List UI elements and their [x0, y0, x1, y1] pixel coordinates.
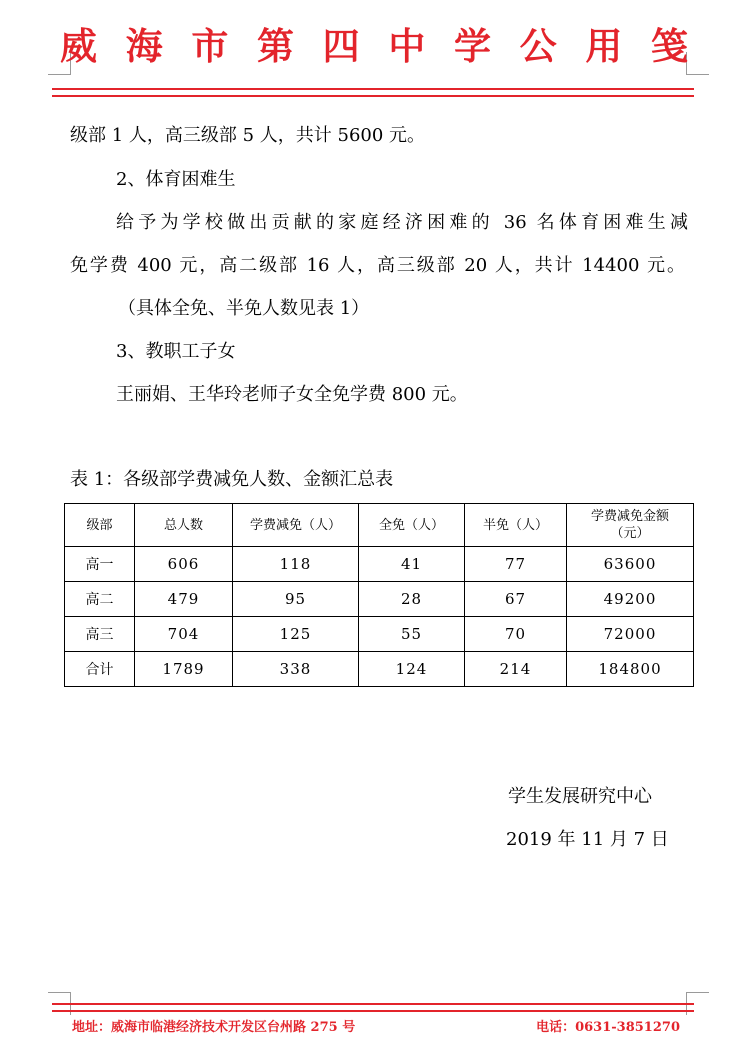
- table-caption: 表 1：各级部学费减免人数、金额汇总表: [70, 469, 394, 490]
- summary-table: [64, 503, 694, 687]
- section-heading-3: 3、教职工子女: [116, 341, 236, 362]
- header-amount: [567, 504, 694, 547]
- cell-total: 606: [135, 547, 233, 582]
- section-3-text: 王丽娟、王华玲老师子女全免学费 800 元。: [116, 384, 468, 405]
- cell-amount: 63600: [567, 547, 694, 582]
- cell-amount: 49200: [567, 582, 694, 617]
- cell-half: 77: [465, 547, 567, 582]
- header-reduced: 学费减免（人）: [233, 504, 359, 547]
- footer-address: 地址：威海市临港经济技术开发区台州路 275 号: [72, 1020, 356, 1035]
- cell-amount: 184800: [567, 652, 694, 687]
- cell-half: 67: [465, 582, 567, 617]
- cell-total: 479: [135, 582, 233, 617]
- footer-phone: 电话：0631-3851270: [536, 1020, 680, 1035]
- header-amount-label: 学费减免金额: [590, 509, 669, 524]
- header-rule-thin: [52, 95, 694, 97]
- cell-grade: 高一: [65, 547, 135, 582]
- table-total-row: [65, 652, 694, 687]
- cell-reduced: 338: [233, 652, 359, 687]
- body-line-1: 级部 1 人，高三级部 5 人，共计 5600 元。: [70, 125, 426, 146]
- footer-rule-thick: [52, 1010, 694, 1012]
- table-header-row: [65, 504, 694, 547]
- cell-full: 28: [359, 582, 465, 617]
- header-total: 总人数: [135, 504, 233, 547]
- letterhead-title: 威海市第四中学公用笺: [60, 24, 690, 68]
- header-rule-thick: [52, 88, 694, 90]
- table-note: （具体全免、半免人数见表 1）: [118, 298, 370, 319]
- cell-grade: 高二: [65, 582, 135, 617]
- cell-grade: 高三: [65, 617, 135, 652]
- cell-full: 124: [359, 652, 465, 687]
- cell-full: 41: [359, 547, 465, 582]
- cell-full: 55: [359, 617, 465, 652]
- signature-date: 2019 年 11 月 7 日: [506, 829, 669, 850]
- section-2-line-2: 免学费 400 元，高二级部 16 人，高三级部 20 人，共计 14400 元。: [70, 255, 685, 276]
- cell-amount: 72000: [567, 617, 694, 652]
- section-heading-2: 2、体育困难生: [116, 169, 236, 190]
- signature-org: 学生发展研究中心: [508, 786, 652, 807]
- cell-half: 214: [465, 652, 567, 687]
- cell-reduced: 118: [233, 547, 359, 582]
- table-row: [65, 547, 694, 582]
- header-grade: 级部: [65, 504, 135, 547]
- cell-half: 70: [465, 617, 567, 652]
- table-row: [65, 617, 694, 652]
- cell-total: 1789: [135, 652, 233, 687]
- cell-grade: 合计: [65, 652, 135, 687]
- section-2-line-1: 给予为学校做出贡献的家庭经济困难的 36 名体育困难生减: [116, 212, 688, 233]
- header-full: 全免（人）: [359, 504, 465, 547]
- footer-rule-thin: [52, 1003, 694, 1005]
- cell-reduced: 125: [233, 617, 359, 652]
- table-row: [65, 582, 694, 617]
- header-half: 半免（人）: [465, 504, 567, 547]
- cell-total: 704: [135, 617, 233, 652]
- cell-reduced: 95: [233, 582, 359, 617]
- header-amount-unit: （元）: [610, 526, 650, 541]
